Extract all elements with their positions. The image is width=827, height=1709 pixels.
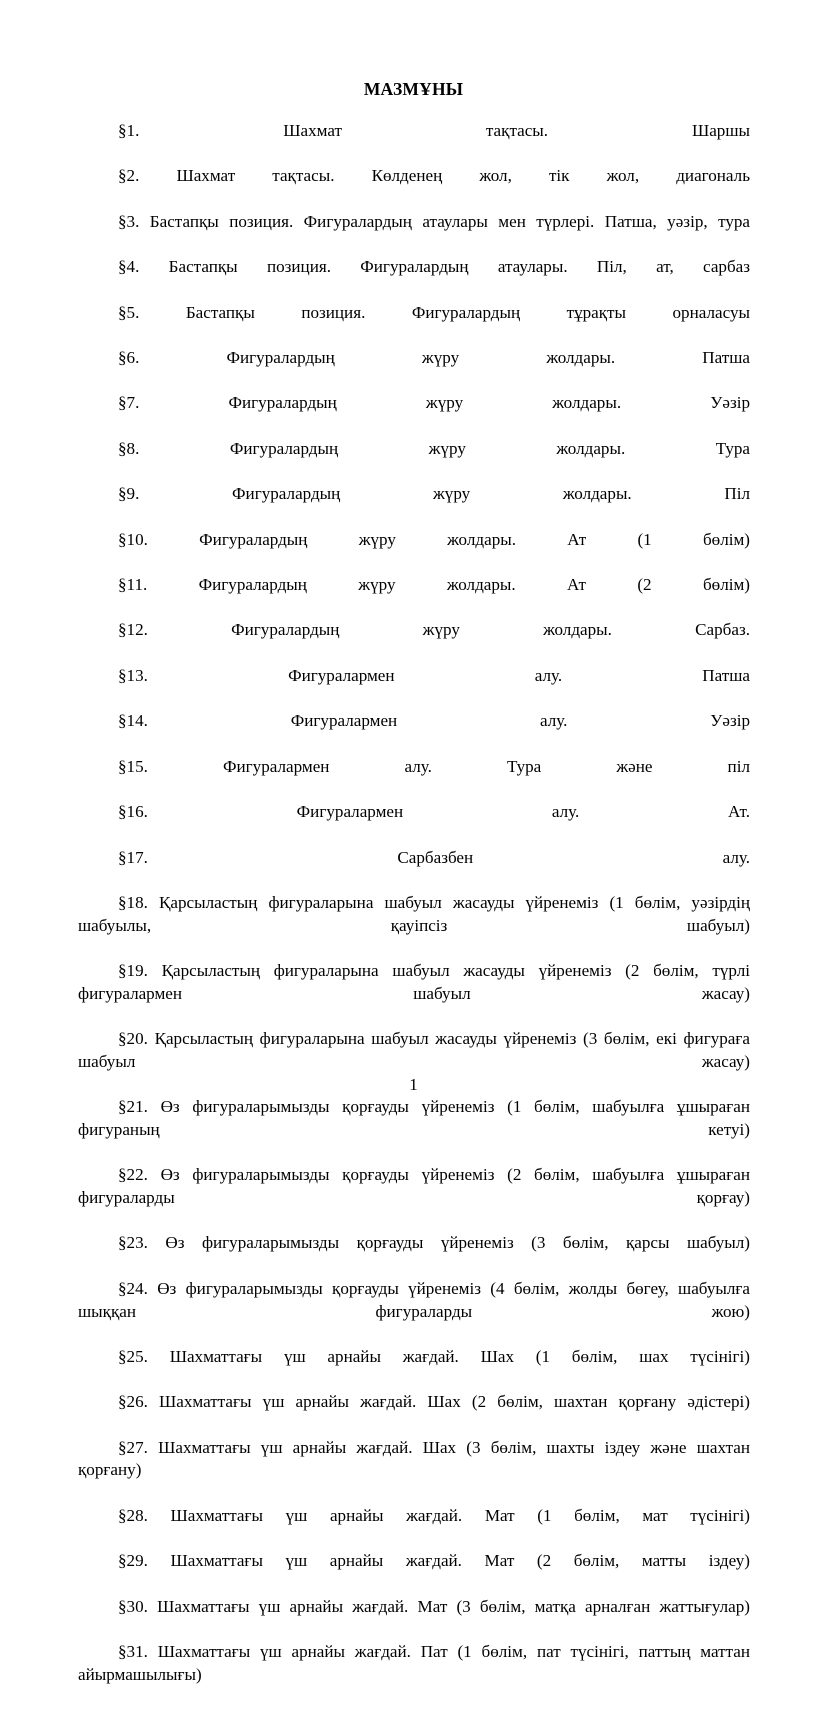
toc-entry[interactable]: §16. Фигуралармен алу. Ат.	[118, 802, 750, 822]
toc-entry[interactable]: §14. Фигуралармен алу. Уәзір	[118, 711, 750, 731]
toc-entry[interactable]: §24. Өз фигураларымызды қорғауды үйренеміз (4 бөлім, жолды бөгеу, шабуылға шыққан фигураларды жою)	[78, 1278, 750, 1321]
toc-entry[interactable]: §30. Шахматтағы үш арнайы жағдай. Мат (3 бөлім, матқа арналған жаттығулар)	[118, 1596, 750, 1616]
toc-entry[interactable]: §7. Фигуралардың жүру жолдары. Уәзір	[118, 393, 750, 413]
toc-entry[interactable]: §1. Шахмат тақтасы. Шаршы	[118, 121, 750, 140]
toc-entry[interactable]: §22. Өз фигураларымызды қорғауды үйренеміз (2 бөлім, шабуылға ұшыраған фигураларды қорғау)	[78, 1165, 750, 1208]
toc-entry[interactable]: §10. Фигуралардың жүру жолдары. Ат (1 бөлім)	[118, 529, 750, 549]
toc-entry[interactable]: §25. Шахматтағы үш арнайы жағдай. Шах (1 бөлім, шах түсінігі)	[118, 1346, 750, 1366]
toc-entry[interactable]: §19. Қарсыластың фигураларына шабуыл жасауды үйренеміз (2 бөлім, түрлі фигуралармен шабуыл жасау)	[78, 961, 750, 1003]
toc-entry[interactable]: §8. Фигуралардың жүру жолдары. Тура	[118, 438, 750, 458]
toc-entry[interactable]: §2. Шахмат тақтасы. Көлденең жол, тік жол, диагональ	[118, 166, 750, 186]
toc-entry[interactable]: §27. Шахматтағы үш арнайы жағдай. Шах (3 бөлім, шахты іздеу және шахтан қорғану)	[78, 1437, 750, 1480]
table-of-contents	[78, 120, 750, 1709]
toc-entry[interactable]: §15. Фигуралармен алу. Тура және піл	[118, 756, 750, 776]
toc-entry[interactable]: §23. Өз фигураларымызды қорғауды үйренеміз (3 бөлім, қарсы шабуыл)	[118, 1233, 750, 1253]
toc-entry[interactable]: §31. Шахматтағы үш арнайы жағдай. Пат (1 бөлім, пат түсінігі, паттың маттан айырмашылығы)	[78, 1642, 750, 1684]
toc-entry[interactable]: §4. Бастапқы позиция. Фигуралардың атаулары. Піл, ат, сарбаз	[118, 257, 750, 277]
toc-entry[interactable]: §11. Фигуралардың жүру жолдары. Ат (2 бөлім)	[118, 575, 750, 595]
toc-entry[interactable]: §12. Фигуралардың жүру жолдары. Сарбаз.	[118, 620, 750, 640]
toc-entry[interactable]: §28. Шахматтағы үш арнайы жағдай. Мат (1 бөлім, мат түсінігі)	[118, 1505, 750, 1525]
toc-entry[interactable]: §18. Қарсыластың фигураларына шабуыл жасауды үйренеміз (1 бөлім, уәзірдің шабуылы, қауіпсіз шабуыл)	[78, 892, 750, 935]
page-title: МАЗМҰНЫ	[363, 79, 464, 99]
toc-entry[interactable]: §26. Шахматтағы үш арнайы жағдай. Шах (2 бөлім, шахтан қорғану әдістері)	[118, 1392, 750, 1412]
toc-entry[interactable]: §5. Бастапқы позиция. Фигуралардың тұрақты орналасуы	[118, 302, 750, 322]
toc-entry[interactable]: §17. Сарбазбен алу.	[118, 847, 750, 867]
toc-entry[interactable]: §20. Қарсыластың фигураларына шабуыл жасауды үйренеміз (3 бөлім, екі фигураға шабуыл жасау)	[78, 1029, 750, 1071]
toc-entry[interactable]: §6. Фигуралардың жүру жолдары. Патша	[118, 348, 750, 368]
toc-entry[interactable]: §21. Өз фигураларымызды қорғауды үйренеміз (1 бөлім, шабуылға ұшыраған фигураның кетуі)	[78, 1097, 750, 1139]
toc-entry[interactable]: §29. Шахматтағы үш арнайы жағдай. Мат (2 бөлім, матты іздеу)	[118, 1551, 750, 1571]
toc-entry[interactable]: §3. Бастапқы позиция. Фигуралардың атаулары мен түрлері. Патша, уәзір, тура	[118, 211, 750, 231]
toc-entry[interactable]: §13. Фигуралармен алу. Патша	[118, 665, 750, 685]
page-number: 1	[409, 1075, 418, 1094]
toc-entry[interactable]: §9. Фигуралардың жүру жолдары. Піл	[118, 484, 750, 504]
